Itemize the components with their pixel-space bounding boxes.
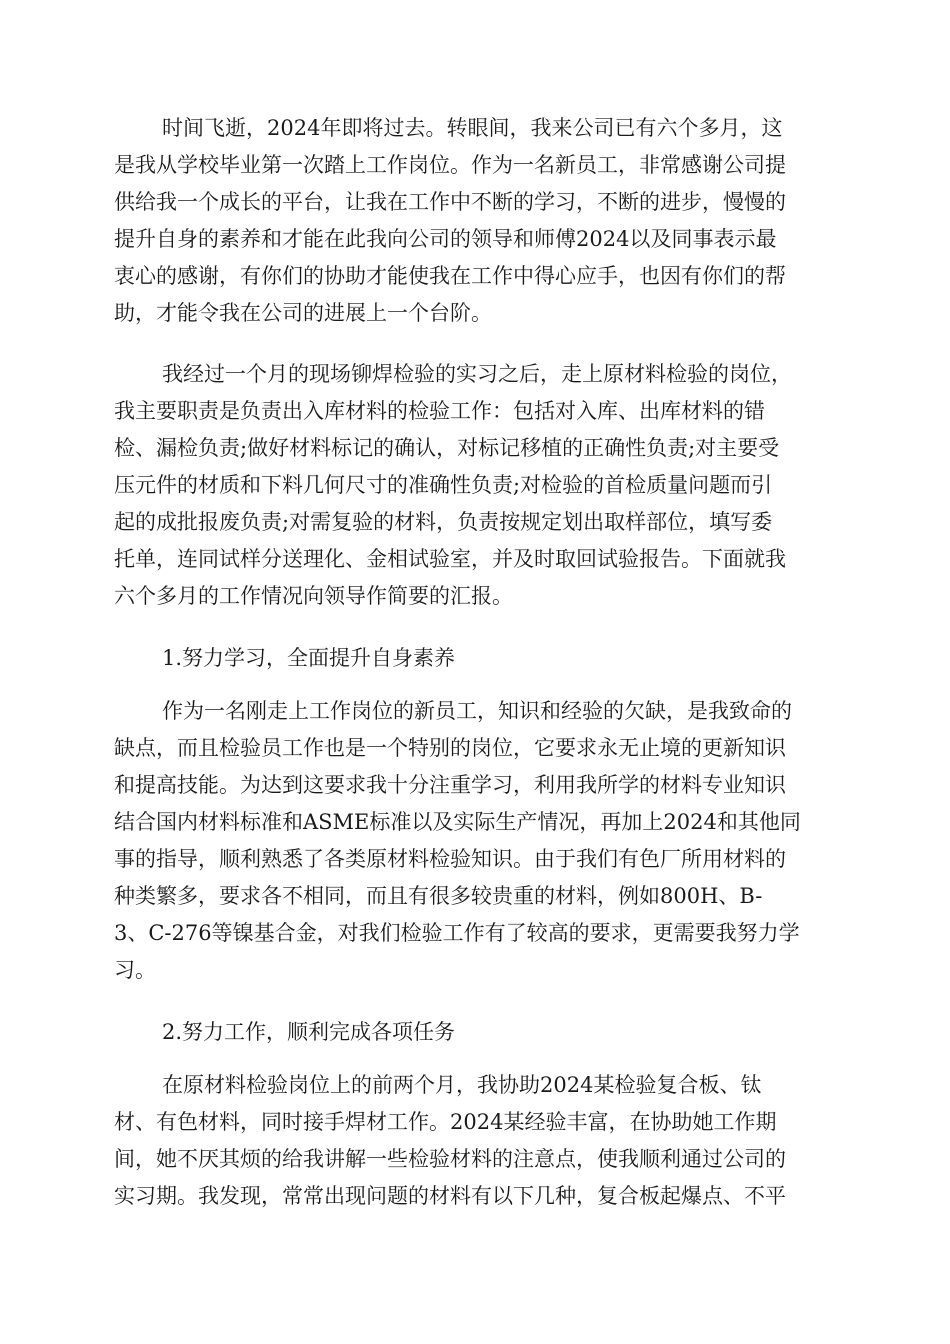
text-line: 起的成批报废负责;对需复验的材料，负责按规定划出取样部位，填写委 (114, 510, 773, 534)
text-line: 压元件的材质和下料几何尺寸的准确性负责;对检验的首检质量问题而引 (114, 473, 773, 497)
text-line: 结合国内材料标准和ASME标准以及实际生产情况，再加上2024和其他同 (114, 810, 801, 834)
paragraph-work (114, 1067, 834, 1215)
text-line: 3、C-276等镍基合金，对我们检验工作有了较高的要求，更需要我努力学 (114, 921, 800, 945)
section-heading-1 (114, 640, 834, 677)
section-heading-text: 2.努力工作，顺利完成各项任务 (162, 1020, 456, 1044)
paragraph-study (114, 693, 834, 989)
text-line: 是我从学校毕业第一次踏上工作岗位。作为一名新员工，非常感谢公司提 (114, 153, 786, 177)
text-line: 六个多月的工作情况向领导作简要的汇报。 (114, 584, 513, 608)
text-line: 在原材料检验岗位上的前两个月，我协助2024某检验复合板、钛 (162, 1073, 762, 1097)
text-line: 时间飞逝，2024年即将过去。转眼间，我来公司已有六个多月，这 (162, 116, 783, 140)
text-line: 习。 (114, 958, 156, 982)
text-line: 衷心的感谢，有你们的协助才能使我在工作中得心应手，也因有你们的帮 (114, 264, 786, 288)
section-heading-2 (114, 1014, 834, 1051)
text-line: 提升自身的素养和才能在此我向公司的领导和师傅2024以及同事表示最 (114, 227, 777, 251)
paragraph-duties (114, 356, 834, 615)
text-line: 和提高技能。为达到这要求我十分注重学习，利用我所学的材料专业知识 (114, 773, 786, 797)
text-line: 我主要职责是负责出入库材料的检验工作：包括对入库、出库材料的错 (114, 399, 765, 423)
text-line: 助，才能令我在公司的进展上一个台阶。 (114, 301, 492, 325)
paragraph-intro (114, 110, 834, 332)
text-line: 供给我一个成长的平台，让我在工作中不断的学习，不断的进步，慢慢的 (114, 190, 786, 214)
section-heading-text: 1.努力学习，全面提升自身素养 (162, 646, 456, 670)
text-line: 实习期。我发现，常常出现问题的材料有以下几种，复合板起爆点、不平 (114, 1184, 786, 1208)
text-line: 缺点，而且检验员工作也是一个特别的岗位，它要求永无止境的更新知识 (114, 736, 786, 760)
text-line: 作为一名刚走上工作岗位的新员工，知识和经验的欠缺，是我致命的 (162, 699, 792, 723)
text-line: 检、漏检负责;做好材料标记的确认，对标记移植的正确性负责;对主要受 (114, 436, 780, 460)
text-line: 事的指导，顺利熟悉了各类原材料检验知识。由于我们有色厂所用材料的 (114, 847, 786, 871)
text-line: 材、有色材料，同时接手焊材工作。2024某经验丰富，在协助她工作期 (114, 1110, 777, 1134)
text-line: 托单，连同试样分送理化、金相试验室，并及时取回试验报告。下面就我 (114, 547, 786, 571)
text-line: 间，她不厌其烦的给我讲解一些检验材料的注意点，使我顺利通过公司的 (114, 1147, 786, 1171)
text-line: 种类繁多，要求各不相同，而且有很多较贵重的材料，例如800H、B- (114, 884, 763, 908)
text-line: 我经过一个月的现场铆焊检验的实习之后，走上原材料检验的岗位， (162, 362, 792, 386)
